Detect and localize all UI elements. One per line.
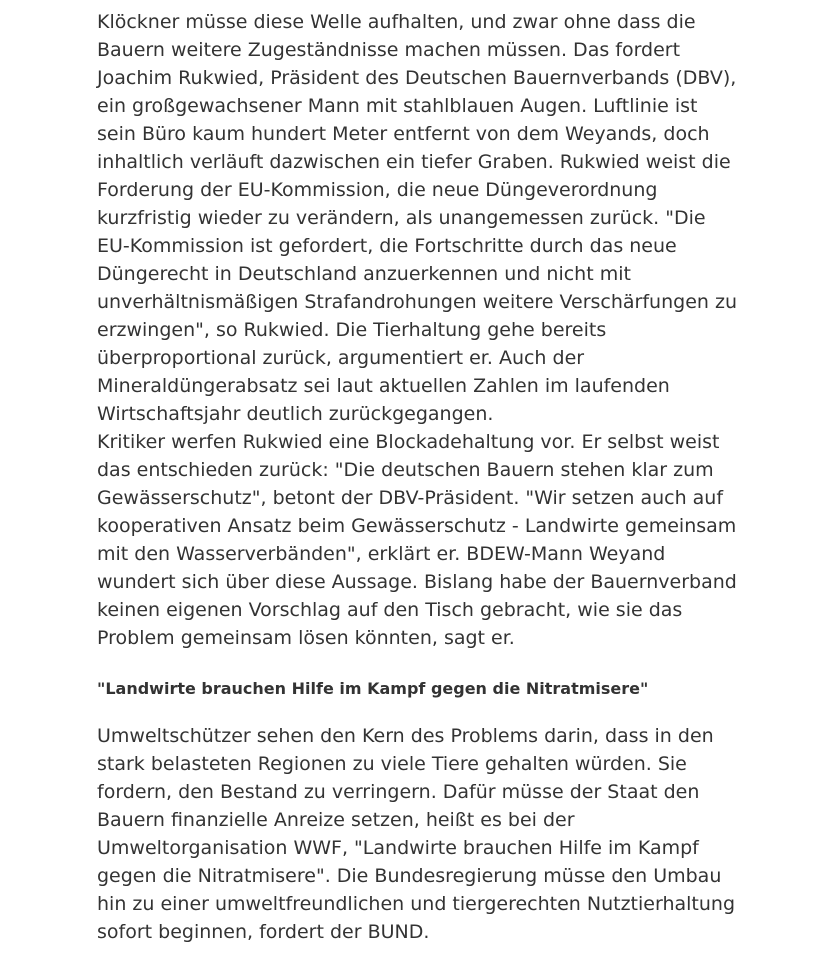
section-subheading: "Landwirte brauchen Hilfe im Kampf gegen die Nitratmisere" — [97, 679, 649, 698]
paragraph: Kritiker werfen Rukwied eine Blockadehaltung vor. Er selbst weist das entschieden zurück: "Die deutschen Bauern stehen klar zum Gewässerschutz", betont der DBV-Präsident. "Wir setzen auch auf kooperativen Ansatz beim Gewässerschutz - Landwirte gemeinsam mit den Wasserverbänden", erklärt er. BDEW-Mann Weyand wundert sich über diese Aussage. Bislang habe der Bauernverband keinen eigenen Vorschlag auf den Tisch gebracht, wie sie das Problem gemeinsam lösen könnten, sagt er. — [97, 431, 737, 649]
paragraph: Klöckner müsse diese Welle aufhalten, und zwar ohne dass die Bauern weitere Zugeständnisse machen müssen. Das fordert Joachim Rukwied, Präsident des Deutschen Bauernverbands (DBV), ein großgewachsener Mann mit stahlblauen Augen. Luftlinie ist sein Büro kaum hundert Meter entfernt von dem Weyands, doch inhaltlich verläuft dazwischen ein tiefer Graben. Rukwied weist die Forderung der EU-Kommission, die neue Düngeverordnung kurzfristig wieder zu verändern, als unangemessen zurück. "Die EU-Kommission ist gefordert, die Fortschritte durch das neue Düngerecht in Deutschland anzuerkennen und nicht mit unverhältnismäßigen Strafandrohungen weitere Verschärfungen zu erzwingen", so Rukwied. Die Tierhaltung gehe bereits überproportional zurück, argumentiert er. Auch der Mineraldüngerabsatz sei laut aktuellen Zahlen im laufenden Wirtschaftsjahr deutlich zurückgegangen. — [97, 11, 737, 425]
article-body — [97, 8, 737, 946]
paragraph: Umweltschützer sehen den Kern des Problems darin, dass in den stark belasteten Regionen zu viele Tiere gehalten würden. Sie fordern, den Bestand zu verringern. Dafür müsse der Staat den Bauern finanzielle Anreize setzen, heißt es bei der Umweltorganisation WWF, "Landwirte brauchen Hilfe im Kampf gegen die Nitratmisere". Die Bundesregierung müsse den Umbau hin zu einer umweltfreundlichen und tiergerechten Nutztierhaltung sofort beginnen, fordert der BUND. — [97, 725, 736, 943]
